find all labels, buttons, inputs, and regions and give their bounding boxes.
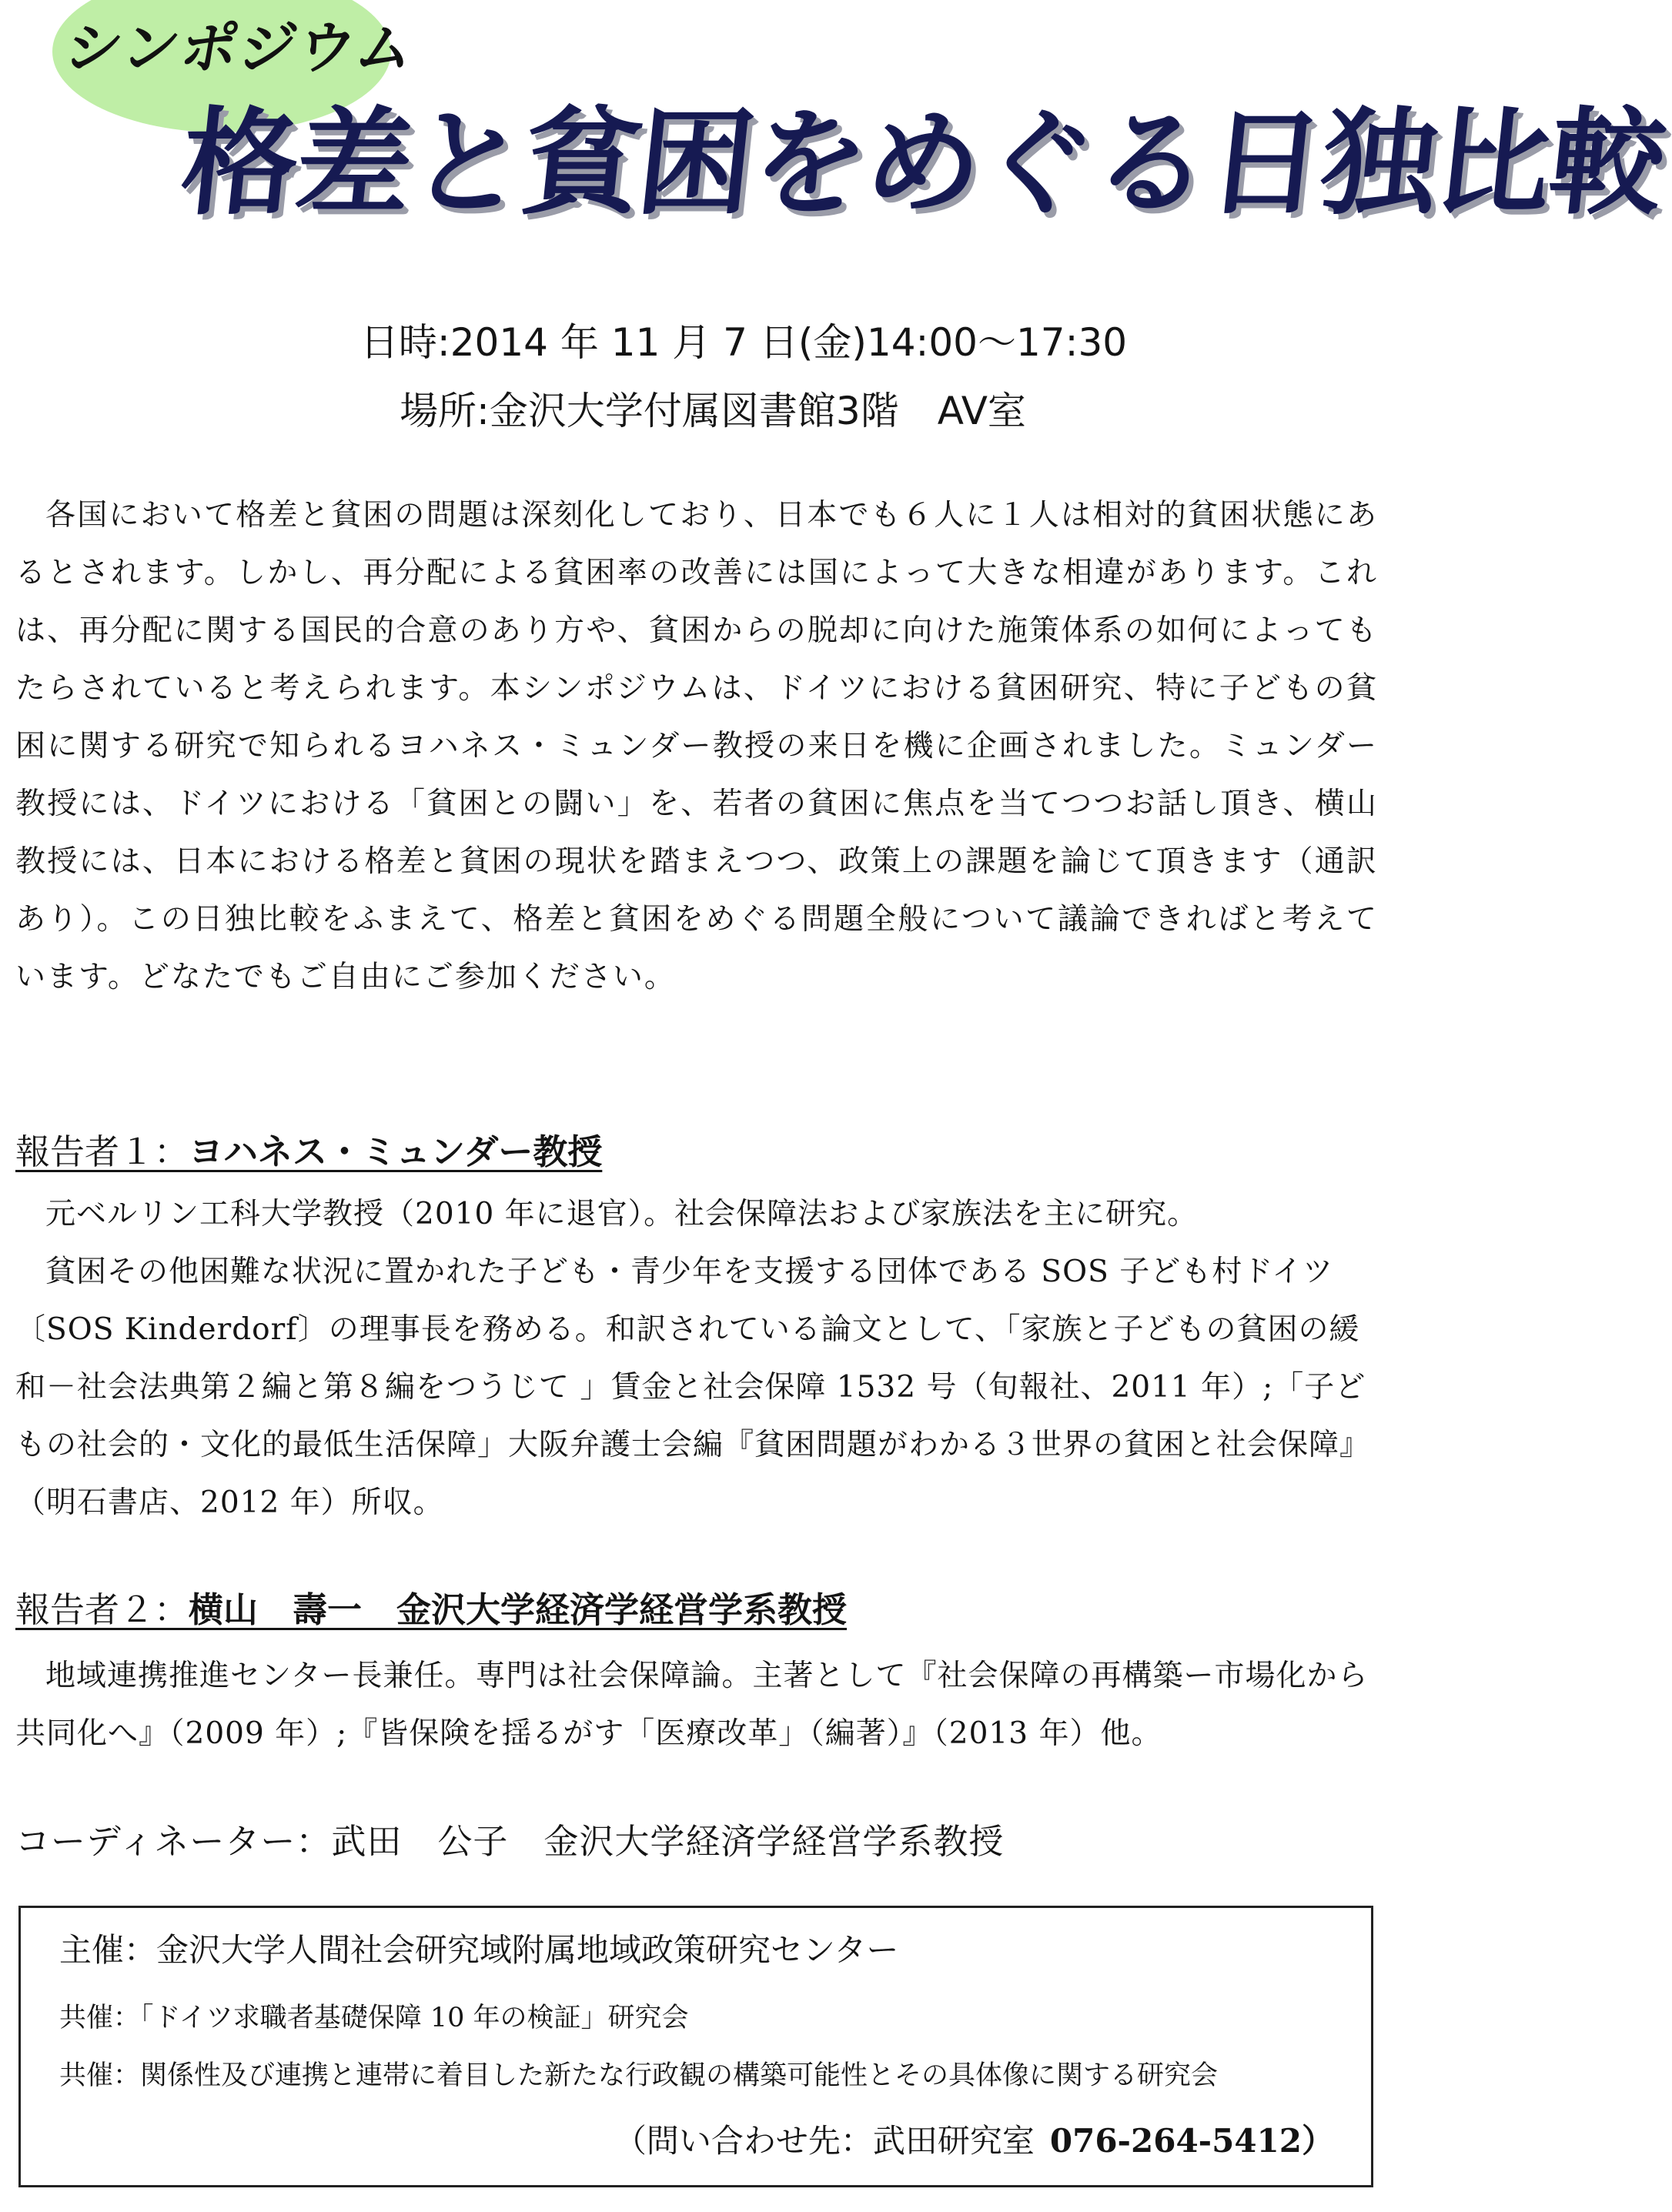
event-datetime: 日時:2014 年 11 月 7 日(金)14:00～17:30 xyxy=(359,320,1128,365)
speaker2-heading xyxy=(15,1582,847,1632)
speaker1-bio-line: 貧困その他困難な状況に置かれた子ども・青少年を支援する団体である SOS 子ども村ドイツ〔SOS Kinderdorf〕の理事長を務める。和訳されている論文として、「家族と子どもの貧困の緩和－社会法典第２編と第８編をつうじて 」賃金と社会保障 1532 号（旬報社、2011 年）;「子どもの社会的・文化的最低生活保障」大阪弁護士会編『貧困問題がわかる３世界の貧困と社会保障』（明石書店、2012 年）所収。 xyxy=(15,1255,1371,1520)
cohost-organizer-2: 共催：関係性及び連携と連帯に着目した新たな行政観の構築可能性とその具体像に関する研究会 xyxy=(59,2060,1219,2091)
speaker1-label: 報告者１： xyxy=(15,1131,189,1172)
speaker1-bio xyxy=(15,1185,1378,1532)
event-venue: 場所:金沢大学付属図書館3階 AV室 xyxy=(400,389,1026,433)
speaker1-heading xyxy=(15,1124,602,1174)
page-title: 格差と貧困をめぐる日独比較 xyxy=(175,97,1671,231)
symposium-badge: シンポジウム xyxy=(59,15,420,82)
coordinator: コーディネーター：武田 公子 金沢大学経済学経営学系教授 xyxy=(15,1821,1005,1862)
cohost-organizer-1: 共催：「ドイツ求職者基礎保障 10 年の検証」研究会 xyxy=(59,2003,689,2033)
speaker2-label: 報告者２： xyxy=(15,1589,189,1630)
contact-info xyxy=(614,2116,1334,2162)
host-organizer: 主催：金沢大学人間社会研究域附属地域政策研究センター xyxy=(59,1931,899,1969)
organizer-box xyxy=(18,1906,1373,2187)
speaker1-name: ヨハネス・ミュンダー教授 xyxy=(189,1131,603,1172)
speaker2-bio-line: 地域連携推進センター長兼任。専門は社会保障論。主著として『社会保障の再構築ー市場化から共同化へ』（2009 年）;『皆保険を揺るがす「医療改革」（編著）』（2013 年）他。 xyxy=(15,1659,1369,1751)
speaker1-bio-line: 元ベルリン工科大学教授（2010 年に退官）。社会保障法および家族法を主に研究。 xyxy=(45,1197,1199,1231)
contact-phone: 076-264-5412） xyxy=(1049,2122,1334,2160)
speaker2-name: 横山 壽一 金沢大学経済学経営学系教授 xyxy=(189,1589,848,1630)
intro-paragraph: 各国において格差と貧困の問題は深刻化しており、日本でも６人に１人は相対的貧困状態にあるとされます。しかし、再分配による貧困率の改善には国によって大きな相違があります。これは、再分配に関する国民的合意のあり方や、貧困からの脱却に向けた施策体系の如何によってもたらされていると考えられます。本シンポジウムは、ドイツにおける貧困研究、特に子どもの貧困に関する研究で知られるヨハネス・ミュンダー教授の来日を機に企画されました。ミュンダー教授には、ドイツにおける「貧困との闘い」を、若者の貧困に焦点を当てつつお話し頂き、横山教授には、日本における格差と貧困の現状を踏まえつつ、政策上の課題を論じて頂きます（通訳あり）。この日独比較をふまえて、格差と貧困をめぐる問題全般について議論できればと考えています。どなたでもご自由にご参加ください。 xyxy=(15,498,1378,994)
speaker2-bio xyxy=(15,1647,1378,1763)
contact-label: （問い合わせ先：武田研究室 xyxy=(614,2122,1035,2160)
